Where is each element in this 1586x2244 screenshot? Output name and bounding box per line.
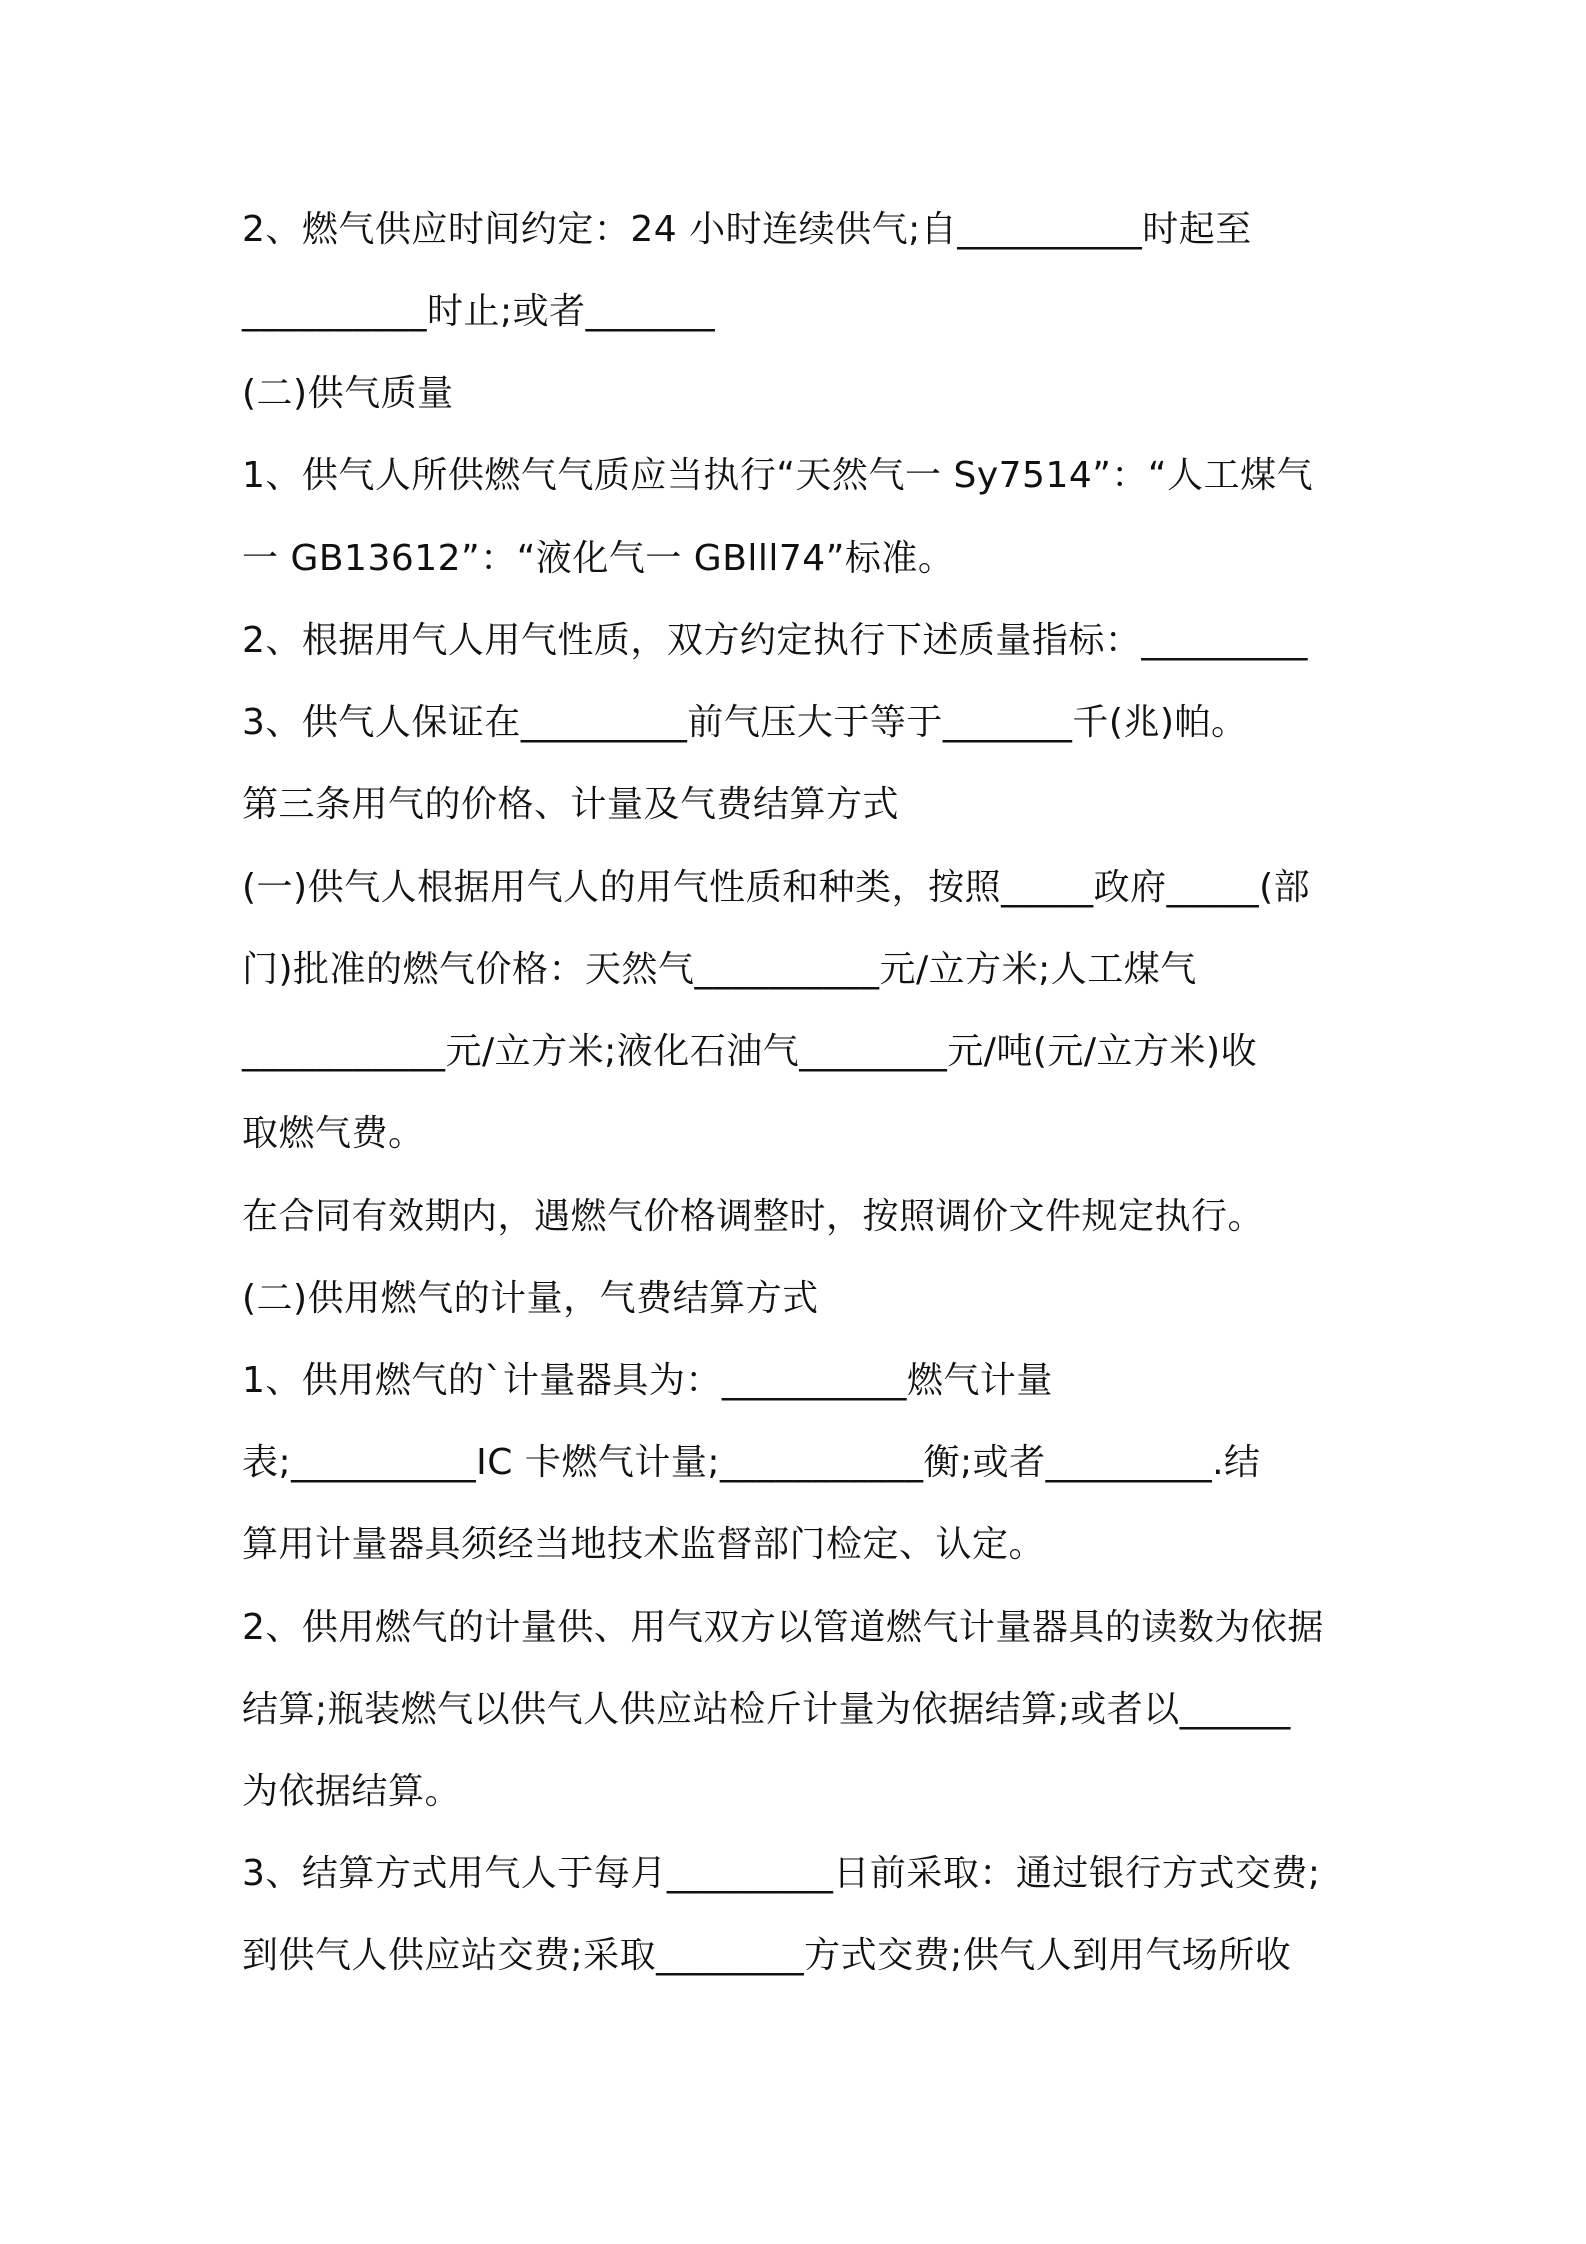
settlement-clause-3-cont: 到供气人供应站交费;采取________方式交费;供气人到用气场所收 [242, 1935, 1292, 1976]
quality-clause-1: 1、供气人所供燃气气质应当执行“天然气一 Sy7514”：“人工煤气 [242, 455, 1314, 496]
metering-clause-2-cont-2: 为依据结算。 [242, 1771, 462, 1812]
metering-clause-2: 2、供用燃气的计量供、用气双方以管道燃气计量器具的读数为依据 [242, 1607, 1324, 1648]
pricing-clause-1: (一)供气人根据用气人的用气性质和种类，按照_____政府_____(部 [242, 867, 1311, 908]
clause-2-supply-time: 2、燃气供应时间约定：24 小时连续供气;自__________时起至 [242, 209, 1252, 250]
settlement-clause-3: 3、结算方式用气人于每月_________日前采取：通过银行方式交费; [242, 1853, 1321, 1894]
pricing-clause-1-cont-3: 取燃气费。 [242, 1113, 425, 1154]
metering-clause-2-cont: 结算;瓶装燃气以供气人供应站检斤计量为依据结算;或者以______ [242, 1689, 1291, 1730]
pricing-clause-1-cont-2: ___________元/立方米;液化石油气________元/吨(元/立方米)收 [242, 1031, 1258, 1072]
clause-2-supply-time-cont: __________时止;或者_______ [242, 291, 716, 332]
metering-clause-1: 1、供用燃气的`计量器具为：__________燃气计量 [242, 1360, 1053, 1401]
section-heading-metering: (二)供用燃气的计量，气费结算方式 [242, 1278, 819, 1319]
quality-clause-2: 2、根据用气人用气性质，双方约定执行下述质量指标：_________ [242, 620, 1308, 661]
metering-clause-1-cont: 表;__________IC 卡燃气计量;___________衡;或者_________.结 [242, 1442, 1261, 1483]
quality-clause-3: 3、供气人保证在_________前气压大于等于_______千(兆)帕。 [242, 702, 1248, 743]
metering-clause-1-cont-2: 算用计量器具须经当地技术监督部门检定、认定。 [242, 1524, 1046, 1565]
price-adjustment-note: 在合同有效期内，遇燃气价格调整时，按照调价文件规定执行。 [242, 1196, 1265, 1237]
section-heading-gas-quality: (二)供气质量 [242, 373, 454, 414]
pricing-clause-1-cont: 门)批准的燃气价格：天然气__________元/立方米;人工煤气 [242, 949, 1197, 990]
quality-clause-1-cont: 一 GB13612”：“液化气一 GBlll74”标准。 [242, 538, 955, 579]
article-3-heading: 第三条用气的价格、计量及气费结算方式 [242, 784, 900, 825]
